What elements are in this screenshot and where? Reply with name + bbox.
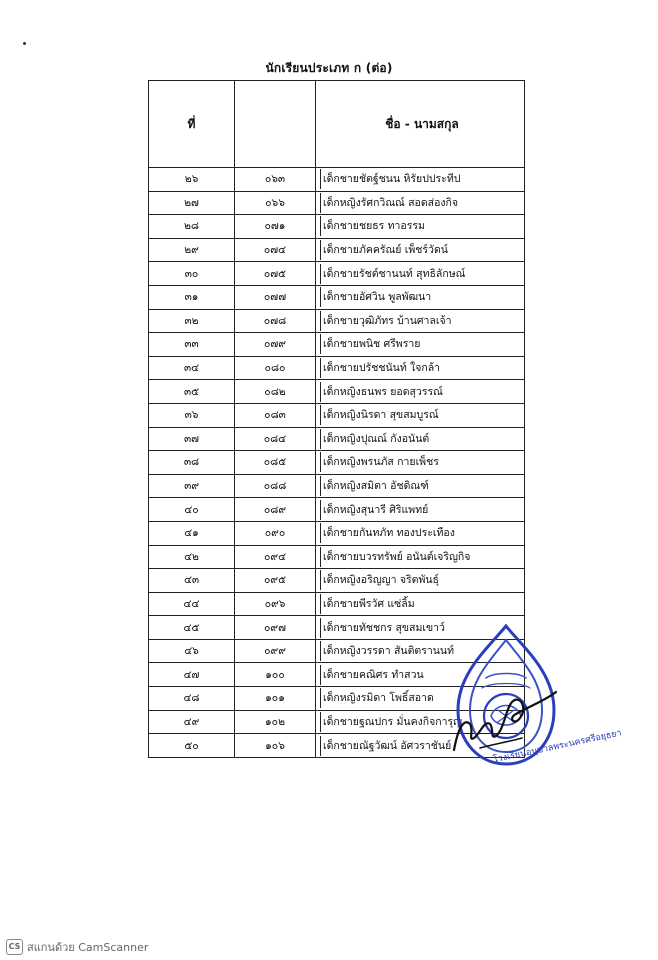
student-id: ๐๗๗	[235, 285, 316, 309]
student-name-cell	[316, 521, 525, 545]
student-id: ๐๖๖	[235, 191, 316, 215]
student-id: ๐๗๔	[235, 238, 316, 262]
student-id: ๐๘๓	[235, 403, 316, 427]
student-name: เด็กหญิงรมิดา โพธิ์สอาด	[320, 688, 434, 708]
student-id: ๐๙๐	[235, 521, 316, 545]
student-id: ๑๐๖	[235, 734, 316, 758]
student-id: ๐๙๔	[235, 545, 316, 569]
student-name: เด็กชายพนิช ศรีพราย	[320, 334, 420, 354]
student-name: เด็กชายพีรวัศ แซ่ลิ้ม	[320, 594, 415, 614]
student-name: เด็กชายอัศวิน พูลพัฒนา	[320, 287, 431, 307]
student-name: เด็กหญิงสุนารี ศิริแพทย์	[320, 500, 428, 520]
table-header-row	[149, 81, 525, 168]
table-row	[149, 168, 525, 192]
row-number: ๔๒	[149, 545, 235, 569]
row-number: ๓๘	[149, 451, 235, 475]
table-row	[149, 569, 525, 593]
student-id: ๐๗๑	[235, 215, 316, 239]
table-row	[149, 380, 525, 404]
student-name-cell	[316, 592, 525, 616]
student-name: เด็กชายชยธร ทาอรรม	[320, 216, 425, 236]
student-name: เด็กหญิงธนพร ยอดสุวรรณ์	[320, 382, 443, 402]
student-name: เด็กชายฐณปกร มั่นคงกิจการุญ	[320, 712, 462, 732]
student-id: ๐๘๐	[235, 356, 316, 380]
table-row	[149, 451, 525, 475]
student-id: ๐๙๖	[235, 592, 316, 616]
table-row	[149, 474, 525, 498]
student-name: เด็กหญิงนิรดา สุขสมบูรณ์	[320, 405, 439, 425]
row-number: ๓๔	[149, 356, 235, 380]
student-id: ๐๘๕	[235, 451, 316, 475]
student-id: ๐๘๔	[235, 427, 316, 451]
row-number: ๓๕	[149, 380, 235, 404]
row-number: ๓๗	[149, 427, 235, 451]
student-id: ๑๐๒	[235, 710, 316, 734]
student-name-cell	[316, 569, 525, 593]
student-name-cell	[316, 498, 525, 522]
student-id: ๐๗๘	[235, 309, 316, 333]
student-name-cell	[316, 427, 525, 451]
row-number: ๓๐	[149, 262, 235, 286]
row-number: ๒๗	[149, 191, 235, 215]
student-name: เด็กชายชัตฐ์ชนน หิรัยปประทีป	[320, 169, 460, 189]
row-number: ๔๗	[149, 663, 235, 687]
row-number: ๓๖	[149, 403, 235, 427]
row-number: ๔๐	[149, 498, 235, 522]
row-number: ๓๓	[149, 333, 235, 357]
student-name: เด็กชายบวรทรัพย์ อนันต์เจริญกิจ	[320, 547, 470, 567]
scanner-footer-text: สแกนด้วย CamScanner	[27, 941, 149, 954]
row-number: ๔๙	[149, 710, 235, 734]
table-row	[149, 215, 525, 239]
camscanner-logo-icon: CS	[6, 939, 23, 955]
student-name: เด็กหญิงอริญญา จริตพันธุ์	[320, 570, 439, 590]
student-name-cell	[316, 333, 525, 357]
table-row	[149, 191, 525, 215]
table-row	[149, 262, 525, 286]
student-id: ๐๘๘	[235, 474, 316, 498]
student-name: เด็กชายภัคครัณย์ เพ็ชร์วัดน์	[320, 240, 448, 260]
stamp-text: โรงเรียนอนุบาลพระนครศรีอยุธยา	[492, 728, 623, 766]
student-name: เด็กชายวุฒิภัทร บ้านศาลเจ้า	[320, 311, 452, 331]
student-name: เด็กหญิงวรรดา สันติตรานนท์	[320, 641, 454, 661]
row-number: ๔๑	[149, 521, 235, 545]
row-number: ๕๐	[149, 734, 235, 758]
row-number: ๔๓	[149, 569, 235, 593]
student-id: ๐๘๙	[235, 498, 316, 522]
student-name-cell	[316, 451, 525, 475]
student-name-cell	[316, 238, 525, 262]
row-number: ๓๙	[149, 474, 235, 498]
table-row	[149, 592, 525, 616]
student-name-cell	[316, 191, 525, 215]
student-id: ๑๐๐	[235, 663, 316, 687]
student-name: เด็กชายกันทภัท ทองประเทือง	[320, 523, 455, 543]
header-id	[235, 81, 316, 168]
table-row	[149, 545, 525, 569]
scanner-footer	[6, 938, 148, 956]
student-name: เด็กชายคณิศร ทำสวน	[320, 665, 424, 685]
student-id: ๐๖๓	[235, 168, 316, 192]
table-row	[149, 498, 525, 522]
row-number: ๔๘	[149, 687, 235, 711]
student-name: เด็กหญิงสมิตา อัชดิณฑ์	[320, 476, 429, 496]
row-number: ๓๒	[149, 309, 235, 333]
student-name: เด็กชายทัชชกร สุขสมเขาว์	[320, 618, 445, 638]
student-name-cell	[316, 380, 525, 404]
header-no: ที่	[149, 81, 235, 168]
table-row	[149, 427, 525, 451]
table-row	[149, 356, 525, 380]
student-name: เด็กหญิงรัศกวิณณ์ สอดส่องกิจ	[320, 193, 458, 213]
student-id: ๐๗๕	[235, 262, 316, 286]
row-number: ๒๙	[149, 238, 235, 262]
student-name-cell	[316, 215, 525, 239]
student-id: ๐๙๗	[235, 616, 316, 640]
row-number: ๔๖	[149, 639, 235, 663]
student-name: เด็กหญิงปุณณ์ กังอนันต์	[320, 429, 429, 449]
table-row	[149, 403, 525, 427]
student-id: ๐๙๕	[235, 569, 316, 593]
table-row	[149, 309, 525, 333]
student-name: เด็กชายณัฐวัฒน์ อัศวราชันย์	[320, 736, 451, 756]
student-name-cell	[316, 168, 525, 192]
student-name-cell	[316, 285, 525, 309]
student-name-cell	[316, 545, 525, 569]
row-number: ๒๘	[149, 215, 235, 239]
header-name: ชื่อ - นามสกุล	[316, 81, 525, 168]
student-id: ๑๐๑	[235, 687, 316, 711]
student-name-cell	[316, 356, 525, 380]
student-name: เด็กชายรัชต์ชานนท์ สุทธิลักษณ์	[320, 264, 465, 284]
row-number: ๔๕	[149, 616, 235, 640]
student-name-cell	[316, 474, 525, 498]
student-id: ๐๘๒	[235, 380, 316, 404]
row-number: ๒๖	[149, 168, 235, 192]
scan-speck	[23, 42, 26, 45]
student-name-cell	[316, 262, 525, 286]
row-number: ๓๑	[149, 285, 235, 309]
table-row	[149, 285, 525, 309]
student-name: เด็กหญิงพรนภัส กายเพ็ชร	[320, 452, 439, 472]
page-title: นักเรียนประเภท ก (ต่อ)	[265, 61, 393, 75]
student-name-cell	[316, 309, 525, 333]
student-id: ๐๗๙	[235, 333, 316, 357]
table-row	[149, 333, 525, 357]
table-row	[149, 521, 525, 545]
table-row	[149, 238, 525, 262]
student-id: ๐๙๙	[235, 639, 316, 663]
student-name: เด็กชายปรัชชนันท์ ใจกล้า	[320, 358, 440, 378]
row-number: ๔๔	[149, 592, 235, 616]
student-name-cell	[316, 403, 525, 427]
